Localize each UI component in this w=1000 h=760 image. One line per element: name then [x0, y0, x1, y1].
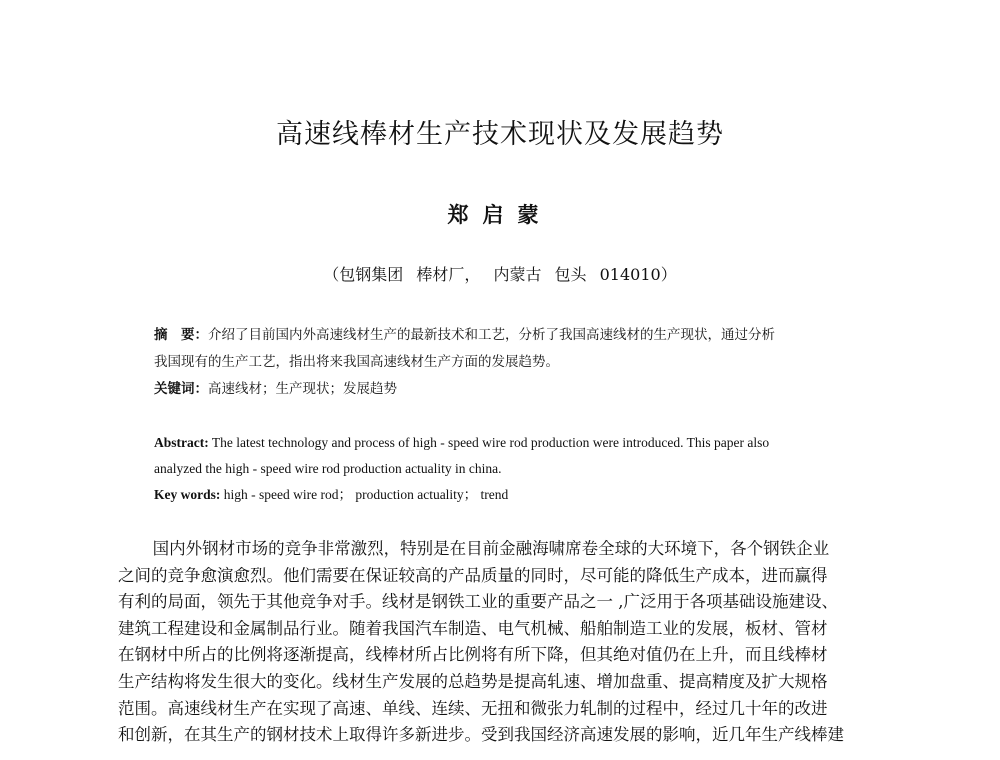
abstract-chinese	[154, 322, 874, 403]
body-paragraph	[118, 536, 894, 749]
body-line: 范围。高速线材生产在实现了高速、单线、连续、无扭和微张力轧制的过程中，经过几十年的改进	[118, 698, 828, 718]
body-line: 建筑工程建设和金属制品行业。随着我国汽车制造、电气机械、船舶制造工业的发展，板材、管材	[118, 618, 828, 638]
author-affiliation: （包钢集团 棒材厂， 内蒙古 包头 014010）	[323, 265, 677, 284]
abstract-english	[154, 430, 874, 508]
keywords-text: high - speed wire rod； production actuality； trend	[223, 487, 509, 502]
body-line: 有利的局面，领先于其他竞争对手。线材是钢铁工业的重要产品之一 ,广泛用于各项基础设施建设、	[118, 592, 838, 612]
keywords-line	[154, 482, 874, 508]
body-line: 国内外钢材市场的竞争非常激烈，特别是在目前金融海啸席卷全球的大环境下，各个钢铁企业	[152, 539, 830, 558]
body-line: 在钢材中所占的比例将逐渐提高，线棒材所占比例将有所下降，但其绝对值仍在上升，而且线棒材	[118, 645, 828, 665]
abstract-line	[154, 322, 874, 349]
abstract-text: 介绍了目前国内外高速线材生产的最新技术和工艺，分析了我国高速线材的生产现状，通过分析	[208, 327, 775, 343]
keywords-label: 关键词：	[154, 381, 208, 397]
keywords-text: 高速线材；生产现状；发展趋势	[208, 381, 397, 397]
body-line: 之间的竞争愈演愈烈。他们需要在保证较高的产品质量的同时，尽可能的降低生产成本，进而赢得	[118, 565, 828, 585]
abstract-line: analyzed the high - speed wire rod production actuality in china.	[154, 461, 502, 476]
author-name: 郑启蒙	[447, 202, 553, 227]
body-line: 和创新，在其生产的钢材技术上取得许多新进步。受到我国经济高速发展的影响，近几年生产线棒建	[118, 725, 844, 745]
abstract-line: 我国现有的生产工艺，指出将来我国高速线材生产方面的发展趋势。	[154, 354, 559, 370]
paper-title: 高速线棒材生产技术现状及发展趋势	[276, 119, 724, 150]
keywords-label: Key words:	[154, 487, 221, 502]
abstract-text: The latest technology and process of high - speed wire rod production were introduced. This paper also	[211, 435, 770, 450]
keywords-line	[154, 376, 874, 403]
abstract-label: Abstract:	[154, 435, 209, 450]
body-line: 生产结构将发生很大的变化。线材生产发展的总趋势是提高轧速、增加盘重、提高精度及扩大规格	[118, 671, 828, 691]
abstract-label: 摘 要：	[154, 327, 208, 343]
abstract-line	[154, 430, 874, 456]
